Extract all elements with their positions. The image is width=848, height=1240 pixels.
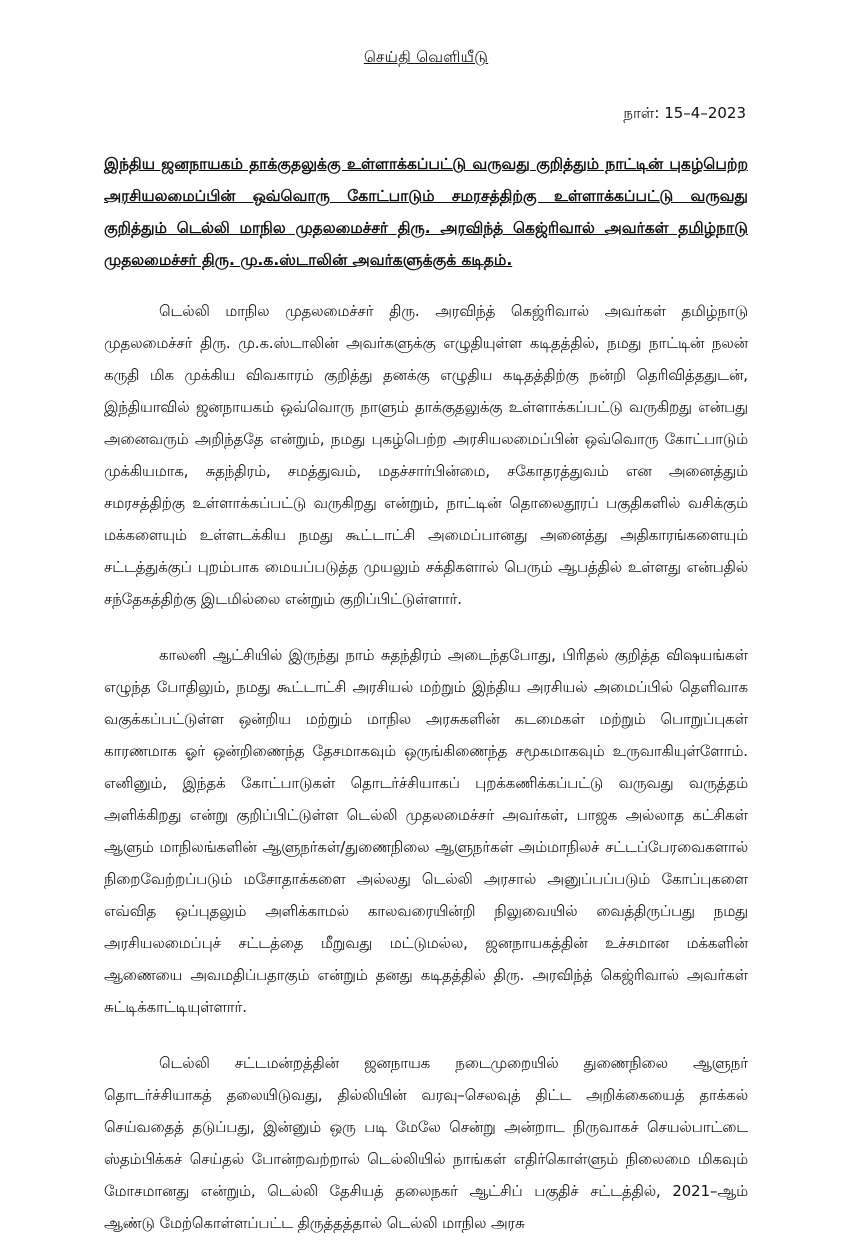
- date-value: 15–4–2023: [664, 104, 746, 122]
- date-line: [104, 104, 748, 124]
- document-heading: செய்தி வெளியீடு: [363, 48, 489, 66]
- body-paragraph: டெல்லி மாநில முதலமைச்சர் திரு. அரவிந்த் கெஜ்ரிவால் அவர்கள் தமிழ்நாடு முதலமைச்சர் திரு. மு.க.ஸ்டாலின் அவர்களுக்கு எழுதியுள்ள கடிதத்தில், நமது நாட்டின் நலன் கருதி மிக முக்கிய விவகாரம் குறித்து தனக்கு எழுதிய கடிதத்திற்கு நன்றி தெரிவித்ததுடன், இந்தியாவில் ஜனநாயகம் ஒவ்வொரு நாளும் தாக்குதலுக்கு உள்ளாக்கப்பட்டு வருகிறது என்பது அனைவரும் அறிந்ததே என்றும், நமது புகழ்பெற்ற அரசியலமைப்பின் ஒவ்வொரு கோட்பாடும் முக்கியமாக, சுதந்திரம், சமத்துவம், மதச்சார்பின்மை, சகோதரத்துவம் என அனைத்தும் சமரசத்திற்கு உள்ளாக்கப்பட்டு வருகிறது என்றும், நாட்டின் தொலைதூரப் பகுதிகளில் வசிக்கும் மக்களையும் உள்ளடக்கிய நமது கூட்டாட்சி அமைப்பானது அனைத்து அதிகாரங்களையும் சட்டத்துக்குப் புறம்பாக மையப்படுத்த முயலும் சக்திகளால் பெரும் ஆபத்தில் உள்ளது என்பதில் சந்தேகத்திற்கு இடமில்லை என்றும் குறிப்பிட்டுள்ளார்.: [104, 303, 748, 608]
- date-label: நாள்:: [623, 104, 660, 122]
- body-paragraph: டெல்லி சட்டமன்றத்தின் ஜனநாயக நடைமுறையில் துணைநிலை ஆளுநர் தொடர்ச்சியாகத் தலையிடுவது, தில்லியின் வரவு–செலவுத் திட்ட அறிக்கையைத் தாக்கல் செய்வதைத் தடுப்பது, இன்னும் ஒரு படி மேலே சென்று அன்றாட நிருவாகச் செயல்பாட்டை ஸ்தம்பிக்கச் செய்தல் போன்றவற்றால் டெல்லியில் நாங்கள் எதிர்கொள்ளும் நிலைமை மிகவும் மோசமானது என்றும், டெல்லி தேசியத் தலைநகர் ஆட்சிப் பகுதிச் சட்டத்தில், 2021–ஆம் ஆண்டு மேற்கொள்ளப்பட்ட திருத்தத்தால் டெல்லி மாநில அரசு: [104, 1055, 748, 1232]
- body-paragraph: காலனி ஆட்சியில் இருந்து நாம் சுதந்திரம் அடைந்தபோது, பிரிதல் குறித்த விஷயங்கள் எழுந்த போதிலும், நமது கூட்டாட்சி அரசியல் மற்றும் இந்திய அரசியல் அமைப்பில் தெளிவாக வகுக்கப்பட்டுள்ள ஒன்றிய மற்றும் மாநில அரசுகளின் கடமைகள் மற்றும் பொறுப்புகள் காரணமாக ஓர் ஒன்றிணைந்த தேசமாகவும் ஒருங்கிணைந்த சமூகமாகவும் உருவாகியுள்ளோம். எனினும், இந்தக் கோட்பாடுகள் தொடர்ச்சியாகப் புறக்கணிக்கப்பட்டு வருவது வருத்தம் அளிக்கிறது என்று குறிப்பிட்டுள்ள டெல்லி முதலமைச்சர் அவர்கள், பாஜக அல்லாத கட்சிகள் ஆளும் மாநிலங்களின் ஆளுநர்கள்/துணைநிலை ஆளுநர்கள் அம்மாநிலச் சட்டப்பேரவைகளால் நிறைவேற்றப்படும் மசோதாக்களை அல்லது டெல்லி அரசால் அனுப்பப்படும் கோப்புகளை எவ்வித ஒப்புதலும் அளிக்காமல் காலவரையின்றி நிலுவையில் வைத்திருப்பது நமது அரசியலமைப்புச் சட்டத்தை மீறுவது மட்டுமல்ல, ஜனநாயகத்தின் உச்சமான மக்களின் ஆணையை அவமதிப்பதாகும் என்றும் தனது கடிதத்தில் திரு. அரவிந்த் கெஜ்ரிவால் அவர்கள் சுட்டிக்காட்டியுள்ளார்.: [104, 647, 748, 1016]
- subject-line: இந்திய ஜனநாயகம் தாக்குதலுக்கு உள்ளாக்கப்பட்டு வருவது குறித்தும் நாட்டின் புகழ்பெற்ற அரசியலமைப்பின் ஒவ்வொரு கோட்பாடும் சமரசத்திற்கு உள்ளாக்கப்பட்டு வருவது குறித்தும் டெல்லி மாநில முதலமைச்சர் திரு. அரவிந்த் கெஜ்ரிவால் அவர்கள் தமிழ்நாடு முதலமைச்சர் திரு. மு.க.ஸ்டாலின் அவர்களுக்குக் கடிதம்.: [104, 155, 748, 269]
